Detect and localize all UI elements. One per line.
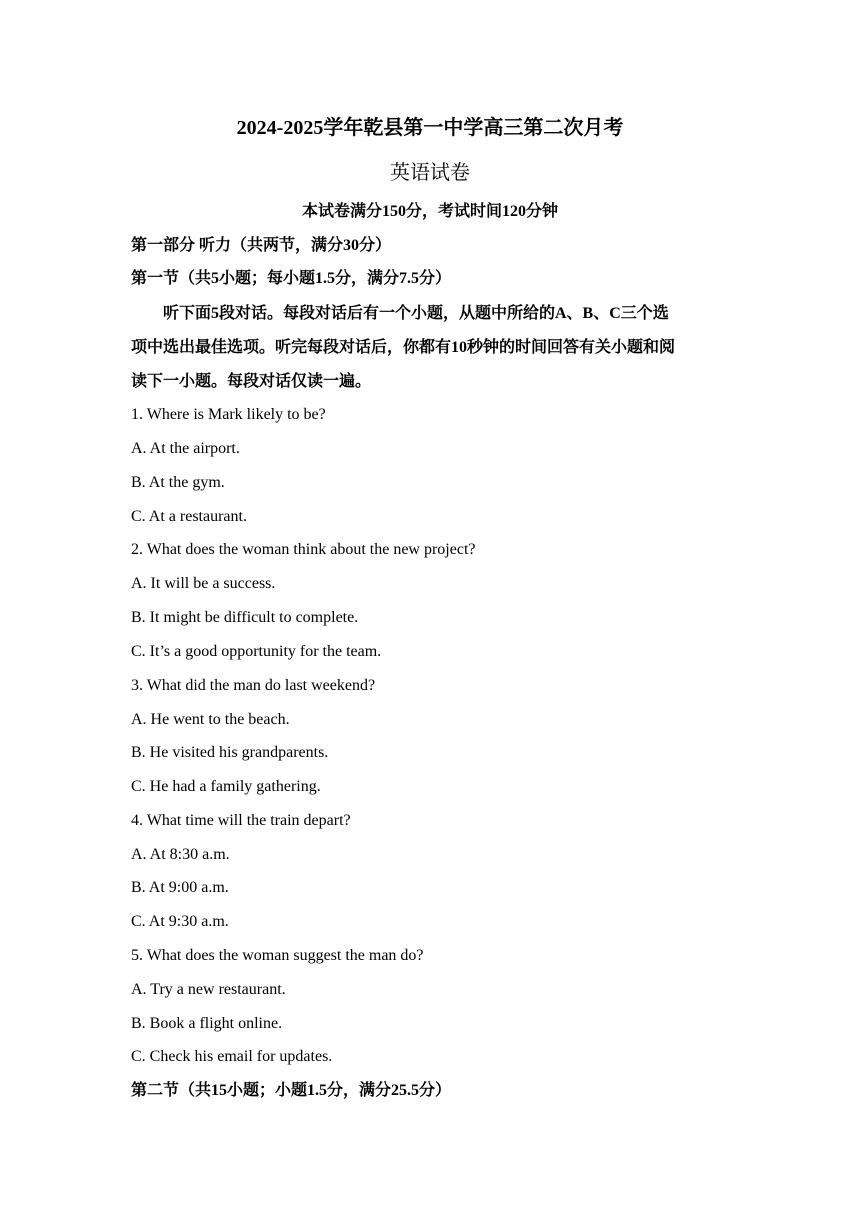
section1-heading: 第一节（共5小题；每小题1.5分，满分7.5分） <box>131 270 452 287</box>
question-5-option-a: A. Try a new restaurant. <box>131 981 286 998</box>
question-5: 5. What does the woman suggest the man do? <box>131 947 424 964</box>
question-5-option-c: C. Check his email for updates. <box>131 1048 333 1065</box>
question-2-option-c: C. It’s a good opportunity for the team. <box>131 643 382 660</box>
question-5-option-b: B. Book a flight online. <box>131 1015 283 1032</box>
question-1-option-b: B. At the gym. <box>131 474 225 491</box>
exam-title: 2024-2025学年乾县第一中学高三第二次月考 <box>236 117 624 139</box>
instruction-line-1: 听下面5段对话。每段对话后有一个小题，从题中所给的A、B、C三个选 <box>163 305 669 322</box>
question-1-option-a: A. At the airport. <box>131 440 240 457</box>
part1-heading: 第一部分 听力（共两节，满分30分） <box>131 237 392 254</box>
question-4: 4. What time will the train depart? <box>131 812 351 829</box>
question-3-option-b: B. He visited his grandparents. <box>131 744 329 761</box>
question-3: 3. What did the man do last weekend? <box>131 677 376 694</box>
question-1: 1. Where is Mark likely to be? <box>131 406 326 423</box>
exam-info: 本试卷满分150分，考试时间120分钟 <box>301 203 558 220</box>
question-4-option-b: B. At 9:00 a.m. <box>131 879 229 896</box>
section2-heading: 第二节（共15小题；小题1.5分，满分25.5分） <box>131 1082 452 1099</box>
instruction-line-2: 项中选出最佳选项。听完每段对话后，你都有10秒钟的时间回答有关小题和阅 <box>131 339 676 356</box>
question-2-option-a: A. It will be a success. <box>131 575 276 592</box>
exam-subject: 英语试卷 <box>390 162 470 184</box>
question-1-option-c: C. At a restaurant. <box>131 508 247 525</box>
question-2-option-b: B. It might be difficult to complete. <box>131 609 359 626</box>
question-3-option-c: C. He had a family gathering. <box>131 778 321 795</box>
instruction-line-3: 读下一小题。每段对话仅读一遍。 <box>131 373 372 390</box>
question-4-option-a: A. At 8:30 a.m. <box>131 846 230 863</box>
question-2: 2. What does the woman think about the new project? <box>131 541 476 558</box>
question-4-option-c: C. At 9:30 a.m. <box>131 913 229 930</box>
question-3-option-a: A. He went to the beach. <box>131 711 290 728</box>
